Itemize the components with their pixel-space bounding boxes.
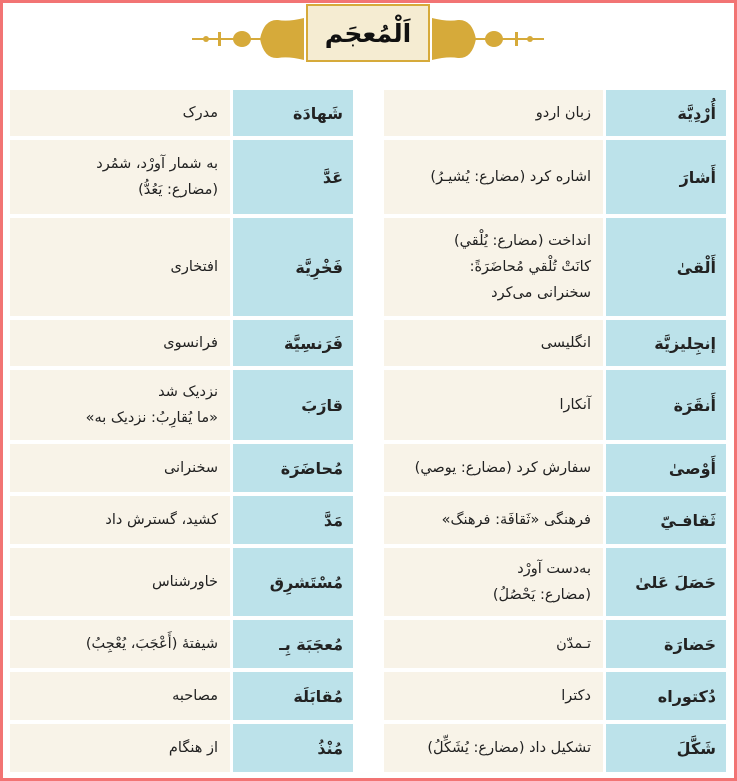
meaning-line: به‌دست آورْد [517,561,591,577]
glossary-meaning [384,140,603,214]
glossary-row [384,724,726,772]
meaning-line: سخنرانی می‌کرد [491,285,591,301]
glossary-table-right [384,90,726,772]
meaning-line: فرهنگی «ثَقافَة: فرهنگ» [441,512,591,528]
glossary-row [10,724,353,772]
meaning-line: سفارش کرد (مضارع: يوصي) [414,460,591,476]
glossary-row [384,370,726,440]
glossary-meaning [10,90,230,136]
glossary-row [10,548,353,616]
glossary-row [384,620,726,668]
glossary-row [10,140,353,214]
glossary-meaning [10,724,230,772]
meaning-line: انداخت (مضارع: يُلْقي) [454,233,591,249]
glossary-row [10,496,353,544]
glossary-term: مَدَّ [233,496,353,544]
glossary-row [384,320,726,366]
glossary-meaning [10,672,230,720]
glossary-row [384,90,726,136]
glossary-term: حَصَلَ عَلىٰ [606,548,726,616]
glossary-row [10,90,353,136]
meaning-line: مدرک [182,105,218,121]
meaning-line: «ما يُقارِبُ: نزدیک به» [85,410,218,426]
glossary-meaning [384,90,603,136]
glossary-meaning [384,320,603,366]
glossary-row [384,444,726,492]
glossary-term: مُنْذُ [233,724,353,772]
glossary-term: أَلْقىٰ [606,218,726,316]
glossary-meaning [384,218,603,316]
meaning-line: دکترا [561,688,591,704]
glossary-meaning [384,548,603,616]
meaning-line: از هنگام [168,740,218,756]
meaning-line: به شمار آورْد، شمُرد [96,156,218,172]
ornament-left-icon [192,14,304,64]
meaning-line: انگلیسی [540,335,591,351]
meaning-line: (مضارع: يَعُدُّ) [138,182,218,198]
glossary-row [10,218,353,316]
glossary-meaning [384,672,603,720]
glossary-term: قارَبَ [233,370,353,440]
glossary-term: شَكَّلَ [606,724,726,772]
ornament-right-icon [432,14,544,64]
glossary-meaning [10,496,230,544]
glossary-meaning [10,218,230,316]
meaning-line: زبان اردو [535,105,591,121]
glossary-meaning [10,320,230,366]
meaning-line: آنکارا [559,397,591,413]
glossary-term: مُحاضَرَة [233,444,353,492]
glossary-row [384,140,726,214]
glossary-term: أَنقَرَة [606,370,726,440]
meaning-line: فرانسوی [163,335,218,351]
glossary-term: دُكتوراه [606,672,726,720]
meaning-line: كانَتْ تُلْقي مُحاضَرَةً: [469,259,591,275]
glossary-row [384,218,726,316]
glossary-term: شَهادَة [233,90,353,136]
glossary-row [10,444,353,492]
meaning-line: شیفتهٔ (أَعْجَبَ، يُعْجِبُ) [85,636,218,652]
glossary-meaning [384,620,603,668]
page-title: اَلْمُعجَم [306,4,430,62]
glossary-row [384,496,726,544]
glossary-term: أُرْدِيَّة [606,90,726,136]
glossary-meaning [384,444,603,492]
meaning-line: تشکیل داد (مضارع: يُشَكِّلُ) [427,740,591,756]
glossary-term: فَخْرِيَّة [233,218,353,316]
glossary-meaning [10,548,230,616]
glossary-meaning [10,370,230,440]
page-header [0,0,737,80]
glossary-table-left [10,90,353,772]
meaning-line: (مضارع: يَحْصُلُ) [492,587,591,603]
glossary-term: أَوْصىٰ [606,444,726,492]
glossary-meaning [10,620,230,668]
glossary-term: مُقابَلَة [233,672,353,720]
glossary-meaning [384,496,603,544]
glossary-term: فَرَنسِيَّة [233,320,353,366]
meaning-line: کشید، گسترش داد [105,512,218,528]
glossary-meaning [10,140,230,214]
meaning-line: افتخاری [170,259,218,275]
glossary-meaning [10,444,230,492]
glossary-meaning [384,370,603,440]
meaning-line: مصاحبه [172,688,218,704]
glossary-term: حَضارَة [606,620,726,668]
glossary-term: مُعجَبَة بِـ [233,620,353,668]
glossary-row [384,672,726,720]
glossary-term: ثَقافـيّ [606,496,726,544]
meaning-line: نزدیک شد [158,384,218,400]
meaning-line: سخنرانی [163,460,218,476]
glossary-term: عَدَّ [233,140,353,214]
glossary-row [10,672,353,720]
glossary-term: مُسْتَشرِق [233,548,353,616]
glossary-term: إنجِليزيَّة [606,320,726,366]
meaning-line: تـمدّن [556,636,591,652]
glossary-row [10,320,353,366]
glossary-row [384,548,726,616]
glossary-row [10,620,353,668]
glossary-row [10,370,353,440]
glossary-term: أَشارَ [606,140,726,214]
meaning-line: اشاره کرد (مضارع: يُشيـرُ) [430,169,591,185]
meaning-line: خاورشناس [151,574,218,590]
glossary-meaning [384,724,603,772]
